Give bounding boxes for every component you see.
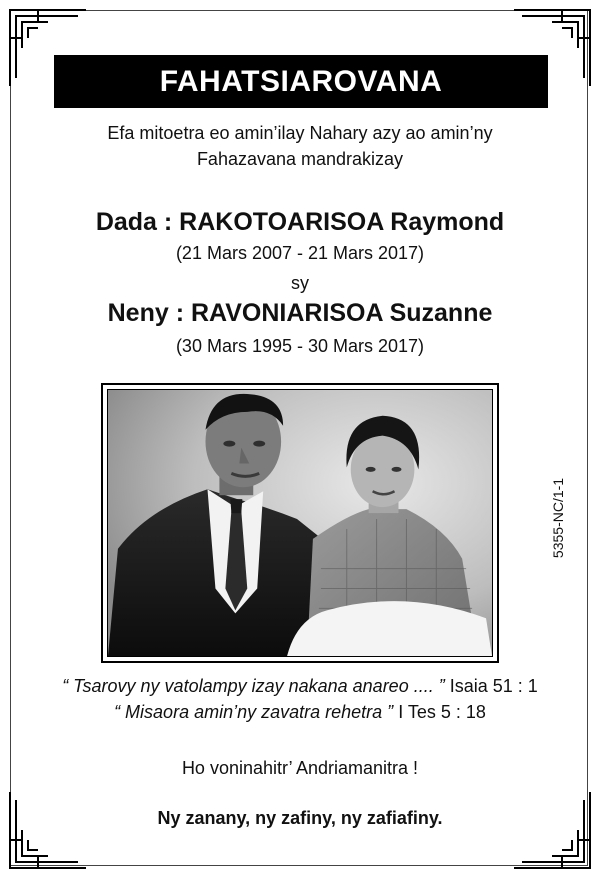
verse-2-quote: “ Misaora amin’ny zavatra rehetra ”	[114, 702, 394, 722]
intro-text	[0, 120, 600, 172]
intro-line-1: Efa mitoetra eo amin’ilay Nahary azy ao amin’ny	[107, 123, 493, 143]
verse-1-ref: Isaia 51 : 1	[449, 676, 538, 696]
intro-line-2: Fahazavana mandrakizay	[196, 149, 404, 169]
verse-1-quote: “ Tsarovy ny vatolampy izay nakana anareo .... ”	[62, 676, 445, 696]
verse-2	[0, 702, 600, 723]
page-title: FAHATSIAROVANA	[54, 55, 548, 108]
verse-1	[0, 676, 600, 697]
person-1-dates: (21 Mars 2007 - 21 Mars 2017)	[175, 243, 425, 263]
couple-photo	[107, 389, 493, 657]
person-1-name: Dada : RAKOTOARISOA Raymond	[95, 208, 505, 236]
corner-ornament-bottom-right	[512, 790, 592, 870]
corner-ornament-bottom-left	[8, 790, 88, 870]
person-2-dates: (30 Mars 1995 - 30 Mars 2017)	[175, 336, 425, 356]
family-signature: Ny zanany, ny zafiny, ny zafiafiny.	[157, 808, 443, 828]
verse-2-ref: I Tes 5 : 18	[398, 702, 486, 722]
reference-code: 5355-NC/1-1	[550, 477, 566, 559]
photo-frame	[101, 383, 499, 663]
person-2-name: Neny : RAVONIARISOA Suzanne	[107, 299, 493, 327]
glory-text: Ho voninahitr’ Andriamanitra !	[181, 758, 419, 778]
connector-text: sy	[291, 273, 309, 293]
